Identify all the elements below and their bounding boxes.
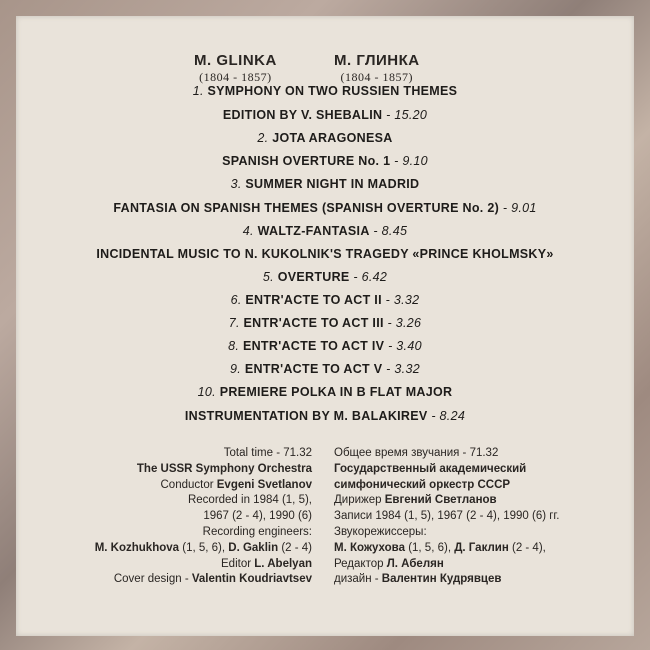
orchestra-name: The USSR Symphony Orchestra — [136, 462, 312, 475]
track-line — [16, 201, 634, 215]
track-title: WALTZ-FANTASIA — [257, 224, 370, 238]
track-duration: - 6.42 — [349, 270, 388, 284]
track-duration: - 3.32 — [381, 293, 420, 307]
track-number: 8. — [228, 339, 240, 353]
composer-latin — [194, 52, 277, 85]
designer-name: Валентин Кудрявцев — [381, 573, 502, 586]
track-title: SUMMER NIGHT IN MADRID — [245, 177, 420, 191]
track-number: 3. — [230, 177, 242, 191]
recording-dates-line-2: 1967 (2 - 4), 1990 (6) — [203, 510, 312, 523]
total-time: Общее время звучания - 71.32 — [334, 447, 499, 459]
engineer-tracks: (1, 5, 6), — [179, 541, 229, 554]
track-number: 4. — [242, 224, 254, 238]
track-line — [16, 270, 634, 284]
editor-label: Editor — [221, 557, 255, 570]
engineers-line — [334, 541, 624, 557]
editor-label: Редактор — [334, 557, 387, 570]
composer-years-latin: (1804 - 1857) — [199, 70, 272, 84]
track-title: SYMPHONY ON TWO RUSSIEN THEMES — [207, 84, 458, 98]
composer-name-latin: M. GLINKA — [194, 52, 277, 69]
track-line — [16, 154, 634, 168]
recording-dates-line-1: Recorded in 1984 (1, 5), — [187, 494, 312, 507]
track-line — [16, 362, 634, 376]
track-title: OVERTURE — [277, 270, 350, 284]
track-title: FANTASIA ON SPANISH THEMES (SPANISH OVERTURE No. 2) — [113, 201, 500, 215]
orchestra-name: симфонический оркестр СССР — [334, 478, 511, 491]
track-line — [16, 131, 634, 145]
conductor-name: Евгений Светланов — [384, 494, 497, 507]
engineers-line — [16, 541, 312, 557]
design-line — [16, 572, 312, 588]
editor-line — [16, 557, 312, 573]
track-title: EDITION BY V. SHEBALIN — [222, 108, 383, 122]
engineers-label: Recording engineers: — [202, 525, 312, 538]
track-number: 5. — [262, 270, 274, 284]
composer-years-cyrillic: (1804 - 1857) — [340, 70, 414, 84]
track-duration: - 3.26 — [383, 316, 422, 330]
track-duration: - 8.45 — [369, 224, 408, 238]
track-duration: - 9.01 — [499, 201, 537, 215]
conductor-label: Conductor — [160, 478, 217, 491]
track-number: 6. — [230, 293, 242, 307]
track-title: INCIDENTAL MUSIC TO N. KUKOLNIK'S TRAGEDY «PRINCE KHOLMSKY» — [96, 247, 554, 261]
conductor-label: Дирижер — [334, 494, 385, 507]
track-number: 7. — [228, 316, 240, 330]
orchestra-name: Государственный академический — [334, 462, 527, 475]
track-line — [16, 316, 634, 330]
track-duration: - 15.20 — [382, 108, 428, 122]
track-line — [16, 224, 634, 238]
total-time: Total time - 71.32 — [223, 447, 312, 459]
conductor-line — [16, 478, 312, 494]
liner-notes-panel — [16, 16, 634, 636]
engineer-tracks: (2 - 4), — [508, 541, 546, 554]
design-label: дизайн - — [334, 573, 382, 586]
track-line — [16, 385, 634, 399]
track-duration: - 3.40 — [384, 339, 422, 353]
engineer-name: Д. Гаклин — [454, 541, 509, 554]
track-duration: - 8.24 — [427, 409, 466, 423]
track-number: 1. — [192, 84, 204, 98]
track-number: 9. — [230, 362, 242, 376]
track-line — [16, 84, 634, 98]
design-line — [334, 572, 624, 588]
track-number: 2. — [257, 131, 269, 145]
conductor-name: Evgeni Svetlanov — [216, 478, 312, 491]
track-duration: - 3.32 — [382, 362, 420, 376]
editor-line — [334, 557, 624, 573]
track-line — [16, 293, 634, 307]
track-title: JOTA ARAGONESA — [272, 131, 393, 145]
track-title: ENTR'ACTE TO ACT III — [243, 316, 384, 330]
track-line — [16, 339, 634, 353]
track-line — [16, 409, 634, 423]
track-line — [16, 108, 634, 122]
designer-name: Valentin Koudriavtsev — [191, 573, 312, 586]
editor-name: Л. Абелян — [386, 557, 444, 570]
track-title: SPANISH OVERTURE No. 1 — [222, 154, 391, 168]
composer-name-cyrillic: М. ГЛИНКА — [334, 52, 420, 69]
recording-dates: Записи 1984 (1, 5), 1967 (2 - 4), 1990 (6) гг. — [334, 510, 560, 523]
track-title: ENTR'ACTE TO ACT V — [244, 362, 383, 376]
editor-name: L. Abelyan — [254, 557, 312, 570]
track-line — [16, 247, 634, 261]
credits-russian — [334, 446, 624, 588]
credits-english — [16, 446, 312, 588]
engineer-name: D. Gaklin — [228, 541, 279, 554]
engineers-label: Звукорежиссеры: — [334, 525, 427, 538]
conductor-line — [334, 493, 624, 509]
engineer-name: M. Kozhukhova — [94, 541, 180, 554]
composer-cyrillic — [334, 52, 420, 85]
track-title: ENTR'ACTE TO ACT IV — [242, 339, 385, 353]
track-number: 10. — [197, 385, 216, 399]
track-duration: - 9.10 — [390, 154, 428, 168]
design-label: Cover design - — [113, 573, 192, 586]
engineer-tracks: (2 - 4) — [278, 541, 312, 554]
track-title: INSTRUMENTATION BY M. BALAKIREV — [184, 409, 428, 423]
engineer-name: М. Кожухова — [334, 541, 405, 554]
engineer-tracks: (1, 5, 6), — [405, 541, 455, 554]
track-title: PREMIERE POLKA IN B FLAT MAJOR — [219, 385, 453, 399]
track-title: ENTR'ACTE TO ACT II — [245, 293, 382, 307]
track-line — [16, 177, 634, 191]
